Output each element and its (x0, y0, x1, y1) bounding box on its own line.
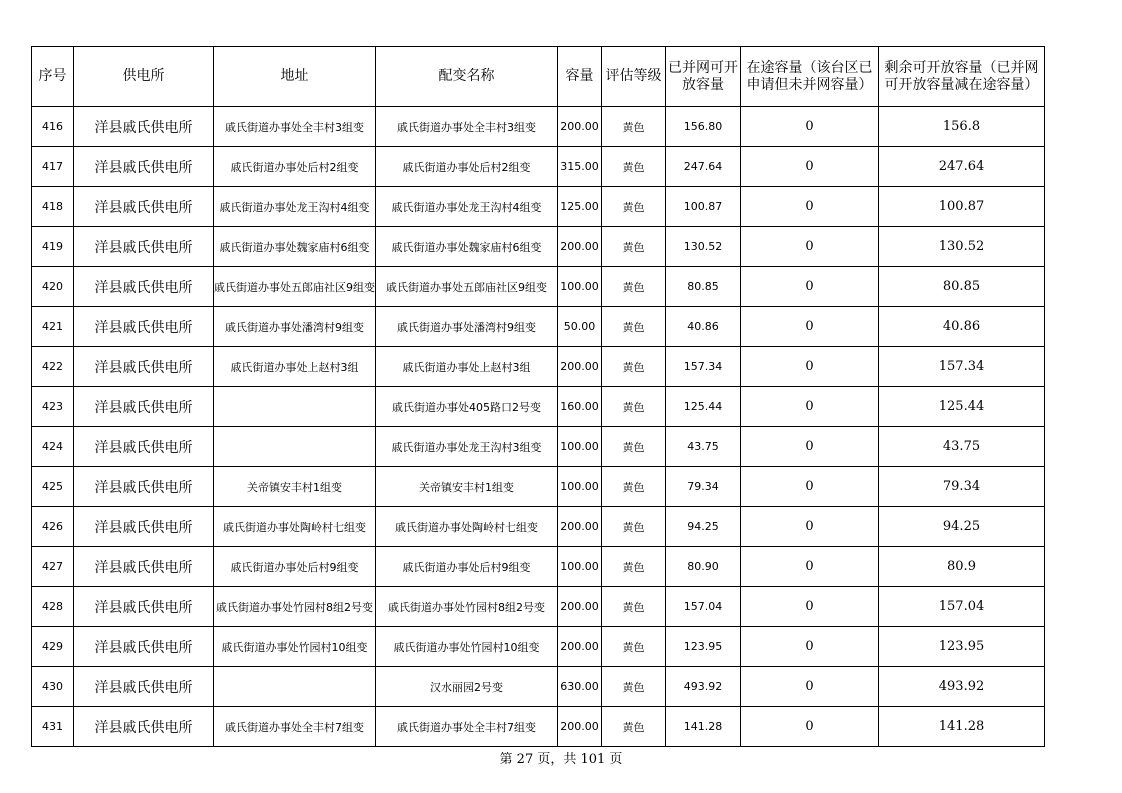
cell-remaining-capacity: 130.52 (879, 227, 1045, 267)
cell-remaining-capacity: 100.87 (879, 187, 1045, 227)
cell-seq: 431 (32, 707, 74, 747)
cell-transformer: 戚氏街道办事处后村2组变 (376, 147, 558, 187)
header-seq: 序号 (32, 47, 74, 107)
cell-address (214, 387, 376, 427)
cell-pending-capacity: 0 (741, 227, 879, 267)
cell-transformer: 戚氏街道办事处龙王沟村3组变 (376, 427, 558, 467)
cell-capacity: 200.00 (558, 347, 602, 387)
cell-pending-capacity: 0 (741, 267, 879, 307)
table-row (32, 347, 1045, 387)
table-row (32, 547, 1045, 587)
cell-transformer: 戚氏街道办事处潘湾村9组变 (376, 307, 558, 347)
cell-transformer: 戚氏街道办事处陶岭村七组变 (376, 507, 558, 547)
table-row (32, 227, 1045, 267)
cell-transformer: 关帝镇安丰村1组变 (376, 467, 558, 507)
cell-address (214, 427, 376, 467)
header-station: 供电所 (74, 47, 214, 107)
cell-seq: 416 (32, 107, 74, 147)
cell-station: 洋县戚氏供电所 (74, 227, 214, 267)
table-row (32, 467, 1045, 507)
capacity-table (31, 46, 1045, 747)
cell-grade: 黄色 (602, 107, 666, 147)
cell-grade: 黄色 (602, 427, 666, 467)
cell-grade: 黄色 (602, 227, 666, 267)
cell-station: 洋县戚氏供电所 (74, 707, 214, 747)
cell-transformer: 戚氏街道办事处五郎庙社区9组变 (376, 267, 558, 307)
cell-open-capacity: 247.64 (666, 147, 741, 187)
cell-pending-capacity: 0 (741, 107, 879, 147)
cell-remaining-capacity: 125.44 (879, 387, 1045, 427)
cell-station: 洋县戚氏供电所 (74, 347, 214, 387)
cell-transformer: 戚氏街道办事处龙王沟村4组变 (376, 187, 558, 227)
cell-transformer: 戚氏街道办事处竹园村8组2号变 (376, 587, 558, 627)
cell-remaining-capacity: 79.34 (879, 467, 1045, 507)
cell-station: 洋县戚氏供电所 (74, 187, 214, 227)
cell-grade: 黄色 (602, 467, 666, 507)
cell-transformer: 戚氏街道办事处上赵村3组 (376, 347, 558, 387)
cell-station: 洋县戚氏供电所 (74, 267, 214, 307)
cell-address (214, 667, 376, 707)
cell-pending-capacity: 0 (741, 587, 879, 627)
cell-station: 洋县戚氏供电所 (74, 587, 214, 627)
cell-station: 洋县戚氏供电所 (74, 547, 214, 587)
header-row (32, 47, 1045, 107)
cell-grade: 黄色 (602, 347, 666, 387)
cell-pending-capacity: 0 (741, 147, 879, 187)
table-row (32, 107, 1045, 147)
cell-capacity: 100.00 (558, 547, 602, 587)
cell-address: 戚氏街道办事处后村2组变 (214, 147, 376, 187)
cell-capacity: 100.00 (558, 467, 602, 507)
cell-seq: 427 (32, 547, 74, 587)
cell-capacity: 125.00 (558, 187, 602, 227)
cell-pending-capacity: 0 (741, 347, 879, 387)
header-open-capacity: 已并网可开放容量 (666, 47, 741, 107)
cell-seq: 418 (32, 187, 74, 227)
cell-capacity: 200.00 (558, 587, 602, 627)
cell-grade: 黄色 (602, 587, 666, 627)
table-row (32, 707, 1045, 747)
cell-open-capacity: 493.92 (666, 667, 741, 707)
cell-capacity: 100.00 (558, 427, 602, 467)
cell-grade: 黄色 (602, 547, 666, 587)
cell-address: 戚氏街道办事处魏家庙村6组变 (214, 227, 376, 267)
table-row (32, 667, 1045, 707)
cell-seq: 430 (32, 667, 74, 707)
cell-station: 洋县戚氏供电所 (74, 387, 214, 427)
cell-transformer: 戚氏街道办事处后村9组变 (376, 547, 558, 587)
cell-open-capacity: 79.34 (666, 467, 741, 507)
table-row (32, 267, 1045, 307)
cell-station: 洋县戚氏供电所 (74, 467, 214, 507)
cell-grade: 黄色 (602, 267, 666, 307)
cell-seq: 424 (32, 427, 74, 467)
cell-capacity: 160.00 (558, 387, 602, 427)
cell-capacity: 100.00 (558, 267, 602, 307)
cell-station: 洋县戚氏供电所 (74, 667, 214, 707)
cell-pending-capacity: 0 (741, 667, 879, 707)
cell-transformer: 戚氏街道办事处全丰村7组变 (376, 707, 558, 747)
cell-seq: 420 (32, 267, 74, 307)
cell-remaining-capacity: 493.92 (879, 667, 1045, 707)
cell-pending-capacity: 0 (741, 427, 879, 467)
header-grade: 评估等级 (602, 47, 666, 107)
cell-pending-capacity: 0 (741, 507, 879, 547)
cell-open-capacity: 80.85 (666, 267, 741, 307)
cell-seq: 429 (32, 627, 74, 667)
cell-remaining-capacity: 141.28 (879, 707, 1045, 747)
cell-address: 戚氏街道办事处上赵村3组 (214, 347, 376, 387)
cell-seq: 417 (32, 147, 74, 187)
cell-capacity: 630.00 (558, 667, 602, 707)
header-transformer: 配变名称 (376, 47, 558, 107)
cell-pending-capacity: 0 (741, 627, 879, 667)
header-remaining-capacity: 剩余可开放容量（已并网可开放容量减在途容量） (879, 47, 1045, 107)
cell-station: 洋县戚氏供电所 (74, 107, 214, 147)
cell-remaining-capacity: 156.8 (879, 107, 1045, 147)
cell-open-capacity: 156.80 (666, 107, 741, 147)
header-pending-capacity: 在途容量（该台区已申请但未并网容量） (741, 47, 879, 107)
cell-grade: 黄色 (602, 307, 666, 347)
cell-transformer: 戚氏街道办事处405路口2号变 (376, 387, 558, 427)
cell-address: 戚氏街道办事处陶岭村七组变 (214, 507, 376, 547)
cell-capacity: 50.00 (558, 307, 602, 347)
table-row (32, 427, 1045, 467)
cell-address: 戚氏街道办事处全丰村3组变 (214, 107, 376, 147)
cell-pending-capacity: 0 (741, 387, 879, 427)
cell-open-capacity: 130.52 (666, 227, 741, 267)
cell-seq: 426 (32, 507, 74, 547)
cell-seq: 428 (32, 587, 74, 627)
cell-remaining-capacity: 247.64 (879, 147, 1045, 187)
cell-grade: 黄色 (602, 627, 666, 667)
cell-grade: 黄色 (602, 187, 666, 227)
cell-station: 洋县戚氏供电所 (74, 427, 214, 467)
cell-station: 洋县戚氏供电所 (74, 507, 214, 547)
cell-transformer: 戚氏街道办事处全丰村3组变 (376, 107, 558, 147)
cell-remaining-capacity: 157.04 (879, 587, 1045, 627)
cell-grade: 黄色 (602, 667, 666, 707)
cell-capacity: 200.00 (558, 707, 602, 747)
cell-transformer: 戚氏街道办事处魏家庙村6组变 (376, 227, 558, 267)
cell-open-capacity: 43.75 (666, 427, 741, 467)
cell-address: 戚氏街道办事处竹园村10组变 (214, 627, 376, 667)
cell-seq: 419 (32, 227, 74, 267)
cell-open-capacity: 94.25 (666, 507, 741, 547)
cell-pending-capacity: 0 (741, 467, 879, 507)
cell-transformer: 戚氏街道办事处竹园村10组变 (376, 627, 558, 667)
cell-transformer: 汉水丽园2号变 (376, 667, 558, 707)
cell-open-capacity: 100.87 (666, 187, 741, 227)
table-row (32, 307, 1045, 347)
cell-capacity: 200.00 (558, 507, 602, 547)
cell-address: 关帝镇安丰村1组变 (214, 467, 376, 507)
cell-grade: 黄色 (602, 707, 666, 747)
cell-station: 洋县戚氏供电所 (74, 147, 214, 187)
cell-station: 洋县戚氏供电所 (74, 627, 214, 667)
cell-capacity: 200.00 (558, 627, 602, 667)
cell-remaining-capacity: 94.25 (879, 507, 1045, 547)
cell-remaining-capacity: 80.9 (879, 547, 1045, 587)
cell-remaining-capacity: 123.95 (879, 627, 1045, 667)
cell-seq: 423 (32, 387, 74, 427)
cell-address: 戚氏街道办事处五郎庙社区9组变 (214, 267, 376, 307)
cell-open-capacity: 157.34 (666, 347, 741, 387)
cell-open-capacity: 157.04 (666, 587, 741, 627)
cell-pending-capacity: 0 (741, 547, 879, 587)
cell-address: 戚氏街道办事处潘湾村9组变 (214, 307, 376, 347)
cell-remaining-capacity: 80.85 (879, 267, 1045, 307)
cell-grade: 黄色 (602, 387, 666, 427)
table-row (32, 587, 1045, 627)
cell-seq: 425 (32, 467, 74, 507)
table-row (32, 187, 1045, 227)
cell-seq: 421 (32, 307, 74, 347)
cell-open-capacity: 141.28 (666, 707, 741, 747)
table-row (32, 627, 1045, 667)
cell-open-capacity: 125.44 (666, 387, 741, 427)
table-row (32, 387, 1045, 427)
cell-remaining-capacity: 40.86 (879, 307, 1045, 347)
cell-pending-capacity: 0 (741, 307, 879, 347)
cell-pending-capacity: 0 (741, 187, 879, 227)
cell-capacity: 315.00 (558, 147, 602, 187)
page-footer: 第 27 页，共 101 页 (499, 752, 623, 767)
cell-address: 戚氏街道办事处竹园村8组2号变 (214, 587, 376, 627)
cell-capacity: 200.00 (558, 227, 602, 267)
cell-station: 洋县戚氏供电所 (74, 307, 214, 347)
header-address: 地址 (214, 47, 376, 107)
cell-remaining-capacity: 43.75 (879, 427, 1045, 467)
cell-address: 戚氏街道办事处龙王沟村4组变 (214, 187, 376, 227)
cell-capacity: 200.00 (558, 107, 602, 147)
cell-grade: 黄色 (602, 147, 666, 187)
table-row (32, 147, 1045, 187)
cell-open-capacity: 80.90 (666, 547, 741, 587)
cell-grade: 黄色 (602, 507, 666, 547)
cell-open-capacity: 123.95 (666, 627, 741, 667)
table-row (32, 507, 1045, 547)
cell-seq: 422 (32, 347, 74, 387)
cell-remaining-capacity: 157.34 (879, 347, 1045, 387)
cell-pending-capacity: 0 (741, 707, 879, 747)
header-capacity: 容量 (558, 47, 602, 107)
cell-address: 戚氏街道办事处后村9组变 (214, 547, 376, 587)
cell-open-capacity: 40.86 (666, 307, 741, 347)
cell-address: 戚氏街道办事处全丰村7组变 (214, 707, 376, 747)
